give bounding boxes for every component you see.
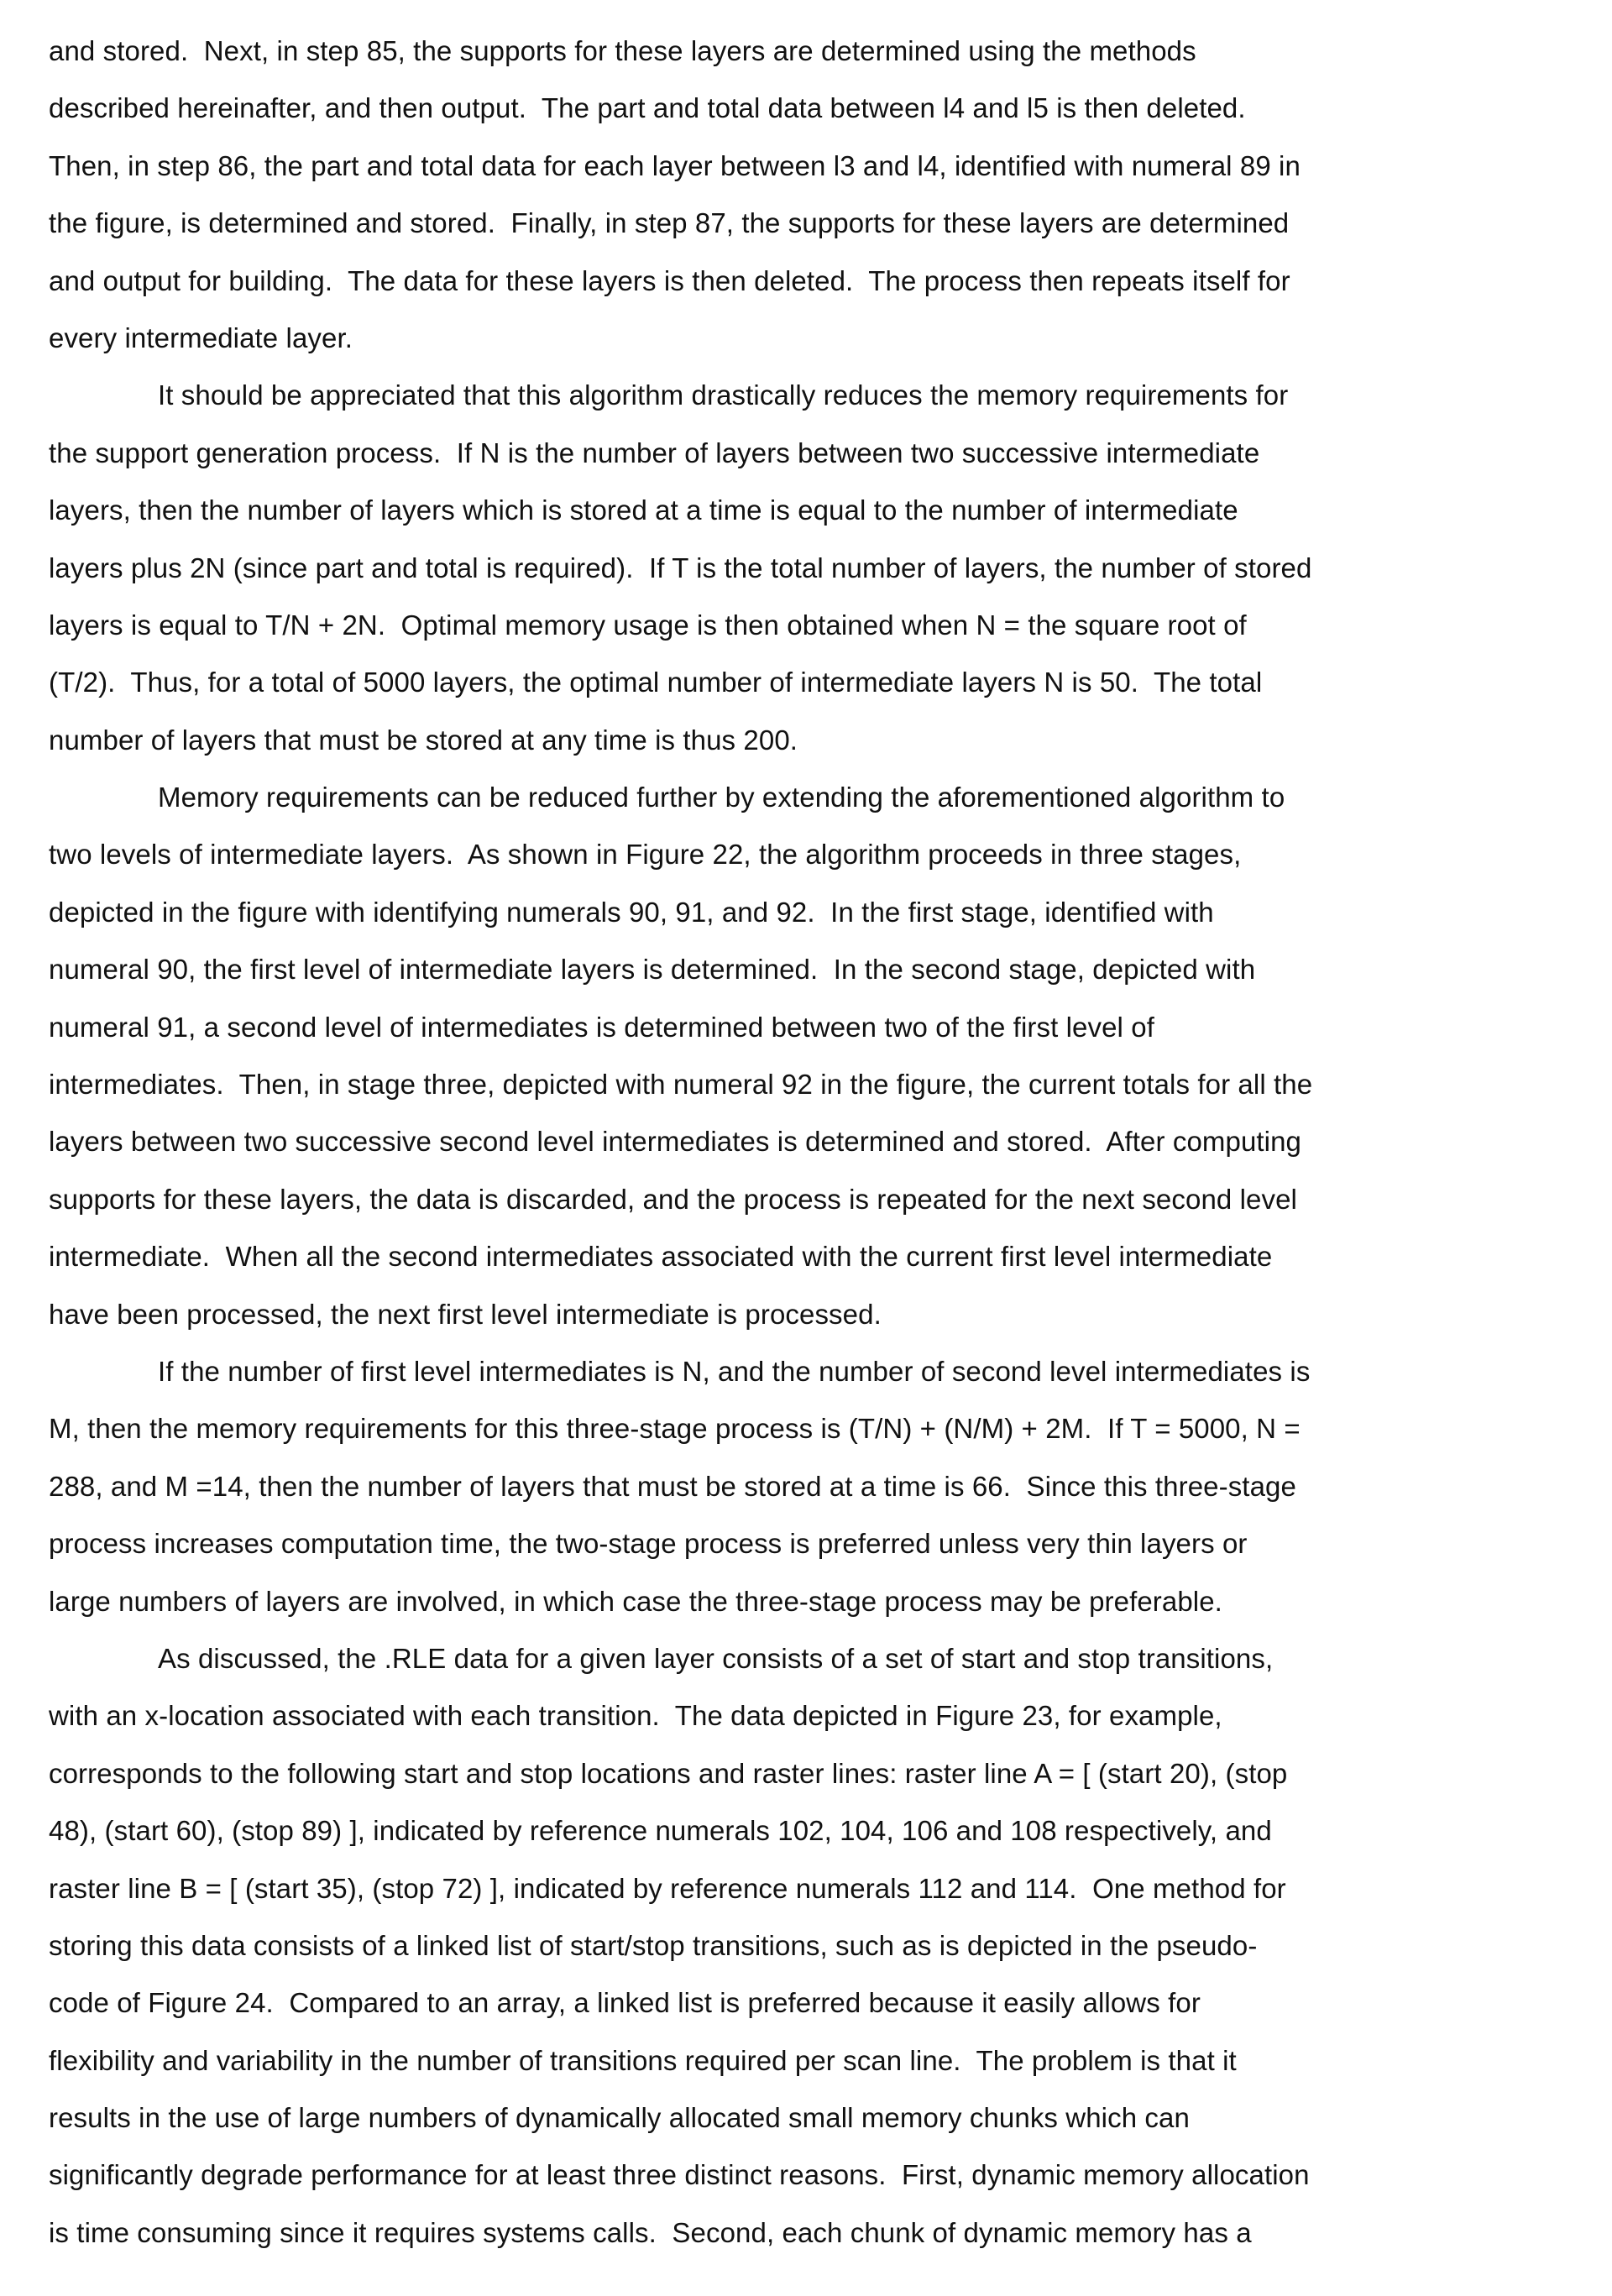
text-line: results in the use of large numbers of dynamically allocated small memory chunks which can [49, 2094, 1577, 2151]
text-line: two levels of intermediate layers. As shown in Figure 22, the algorithm proceeds in three stages, [49, 830, 1577, 887]
text-line: is time consuming since it requires systems calls. Second, each chunk of dynamic memory has a [49, 2209, 1577, 2266]
text-line: and stored. Next, in step 85, the supports for these layers are determined using the methods [49, 27, 1577, 84]
text-line: layers plus 2N (since part and total is required). If T is the total number of layers, the number of stored [49, 544, 1577, 601]
text-line: the support generation process. If N is the number of layers between two successive intermediate [49, 429, 1577, 486]
text-line: M, then the memory requirements for this three-stage process is (T/N) + (N/M) + 2M. If T = 5000, N = [49, 1404, 1577, 1462]
text-line: As discussed, the .RLE data for a given layer consists of a set of start and stop transitions, [49, 1634, 1577, 1692]
text-line: supports for these layers, the data is discarded, and the process is repeated for the next second level [49, 1175, 1577, 1232]
text-line: 288, and M =14, then the number of layers that must be stored at a time is 66. Since this three-stage [49, 1462, 1577, 1519]
text-line: number of layers that must be stored at any time is thus 200. [49, 716, 1577, 773]
paragraph [49, 1347, 1577, 1634]
text-line: corresponds to the following start and stop locations and raster lines: raster line A = [ (start 20), (stop [49, 1749, 1577, 1807]
text-line: It should be appreciated that this algorithm drastically reduces the memory requirements for [49, 371, 1577, 428]
paragraph [49, 27, 1577, 371]
text-line: (T/2). Thus, for a total of 5000 layers, the optimal number of intermediate layers N is 50. The total [49, 658, 1577, 715]
text-line: layers is equal to T/N + 2N. Optimal memory usage is then obtained when N = the square root of [49, 601, 1577, 658]
text-line: flexibility and variability in the number of transitions required per scan line. The problem is that it [49, 2037, 1577, 2094]
text-line: significantly degrade performance for at least three distinct reasons. First, dynamic memory allocation [49, 2151, 1577, 2208]
text-line: Memory requirements can be reduced further by extending the aforementioned algorithm to [49, 773, 1577, 830]
text-line: numeral 90, the first level of intermediate layers is determined. In the second stage, depicted with [49, 945, 1577, 1002]
text-line: and output for building. The data for these layers is then deleted. The process then repeats itself for [49, 257, 1577, 314]
text-line: intermediates. Then, in stage three, depicted with numeral 92 in the figure, the current totals for all the [49, 1060, 1577, 1117]
text-line: the figure, is determined and stored. Finally, in step 87, the supports for these layers are determined [49, 199, 1577, 256]
text-line: layers, then the number of layers which is stored at a time is equal to the number of intermediate [49, 486, 1577, 543]
text-line: process increases computation time, the two-stage process is preferred unless very thin layers or [49, 1519, 1577, 1577]
text-line: every intermediate layer. [49, 314, 1577, 371]
text-line: with an x-location associated with each transition. The data depicted in Figure 23, for example, [49, 1692, 1577, 1749]
text-line: 48), (start 60), (stop 89) ], indicated by reference numerals 102, 104, 106 and 108 respectively, and [49, 1807, 1577, 1864]
text-line: large numbers of layers are involved, in which case the three-stage process may be preferable. [49, 1577, 1577, 1634]
document-page [49, 27, 1577, 2266]
text-line: described hereinafter, and then output. The part and total data between l4 and l5 is then deleted. [49, 84, 1577, 141]
text-line: layers between two successive second level intermediates is determined and stored. After computing [49, 1117, 1577, 1174]
paragraph [49, 773, 1577, 1347]
text-line: code of Figure 24. Compared to an array, a linked list is preferred because it easily allows for [49, 1979, 1577, 2036]
text-line: raster line B = [ (start 35), (stop 72) ], indicated by reference numerals 112 and 114. One method for [49, 1865, 1577, 1922]
text-line: depicted in the figure with identifying numerals 90, 91, and 92. In the first stage, identified with [49, 888, 1577, 945]
text-line: numeral 91, a second level of intermediates is determined between two of the first level of [49, 1003, 1577, 1060]
text-line: storing this data consists of a linked list of start/stop transitions, such as is depicted in the pseudo- [49, 1922, 1577, 1979]
text-line: have been processed, the next first level intermediate is processed. [49, 1290, 1577, 1347]
paragraph [49, 371, 1577, 773]
text-line: If the number of first level intermediates is N, and the number of second level intermediates is [49, 1347, 1577, 1404]
text-line: Then, in step 86, the part and total data for each layer between l3 and l4, identified with numeral 89 in [49, 142, 1577, 199]
text-line: intermediate. When all the second intermediates associated with the current first level intermediate [49, 1232, 1577, 1289]
paragraph [49, 1634, 1577, 2266]
